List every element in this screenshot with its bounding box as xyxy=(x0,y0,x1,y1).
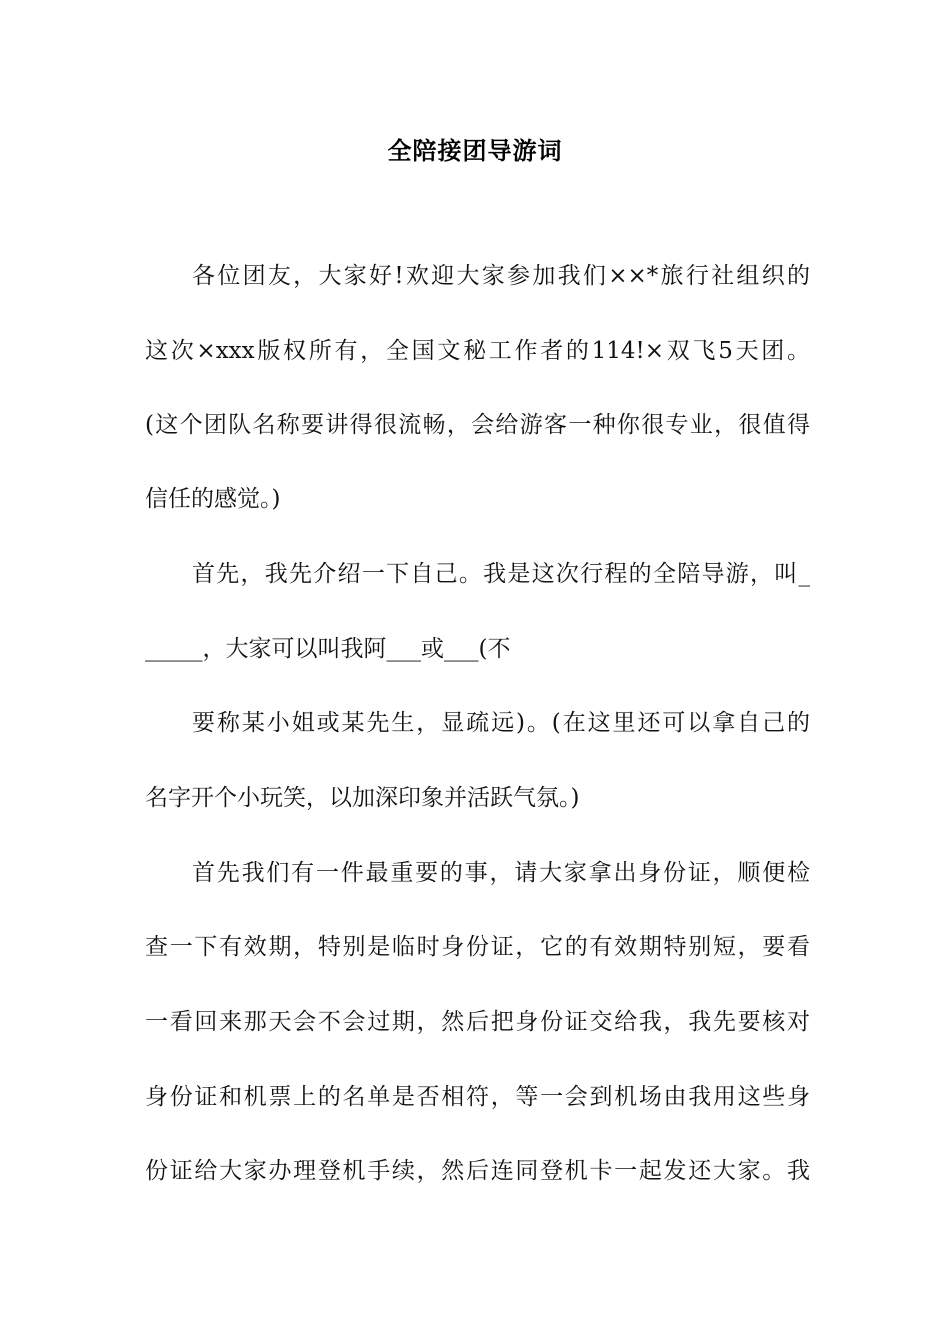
paragraph-line: 一看回来那天会不会过期，然后把身份证交给我，我先要核对 xyxy=(145,1009,810,1035)
paragraph-line: 这次×xxx版权所有，全国文秘工作者的114!×双飞5天团。 xyxy=(145,338,810,364)
paragraph-line: (这个团队名称要讲得很流畅，会给游客一种你很专业，很值得 xyxy=(145,412,810,438)
paragraph-line: 要称某小姐或某先生，显疏远)。(在这里还可以拿自己的 xyxy=(192,710,810,736)
paragraph-line: 信任的感觉。) xyxy=(145,486,281,512)
paragraph-line: 身份证和机票上的名单是否相符，等一会到机场由我用这些身 xyxy=(145,1084,810,1110)
paragraph-line: 查一下有效期，特别是临时身份证，它的有效期特别短，要看 xyxy=(145,934,810,960)
paragraph-line: _____，大家可以叫我阿___或___(不 xyxy=(145,636,511,662)
paragraph-line: 份证给大家办理登机手续，然后连同登机卡一起发还大家。我 xyxy=(145,1158,810,1184)
paragraph-line: 各位团友，大家好!欢迎大家参加我们××*旅行社组织的 xyxy=(192,263,810,289)
document-title: 全陪接团导游词 xyxy=(387,137,563,165)
paragraph-line: 首先我们有一件最重要的事，请大家拿出身份证，顺便检 xyxy=(192,860,810,886)
paragraph-line: 首先，我先介绍一下自己。我是这次行程的全陪导游，叫_ xyxy=(192,561,810,587)
paragraph-line: 名字开个小玩笑，以加深印象并活跃气氛。) xyxy=(145,785,580,811)
